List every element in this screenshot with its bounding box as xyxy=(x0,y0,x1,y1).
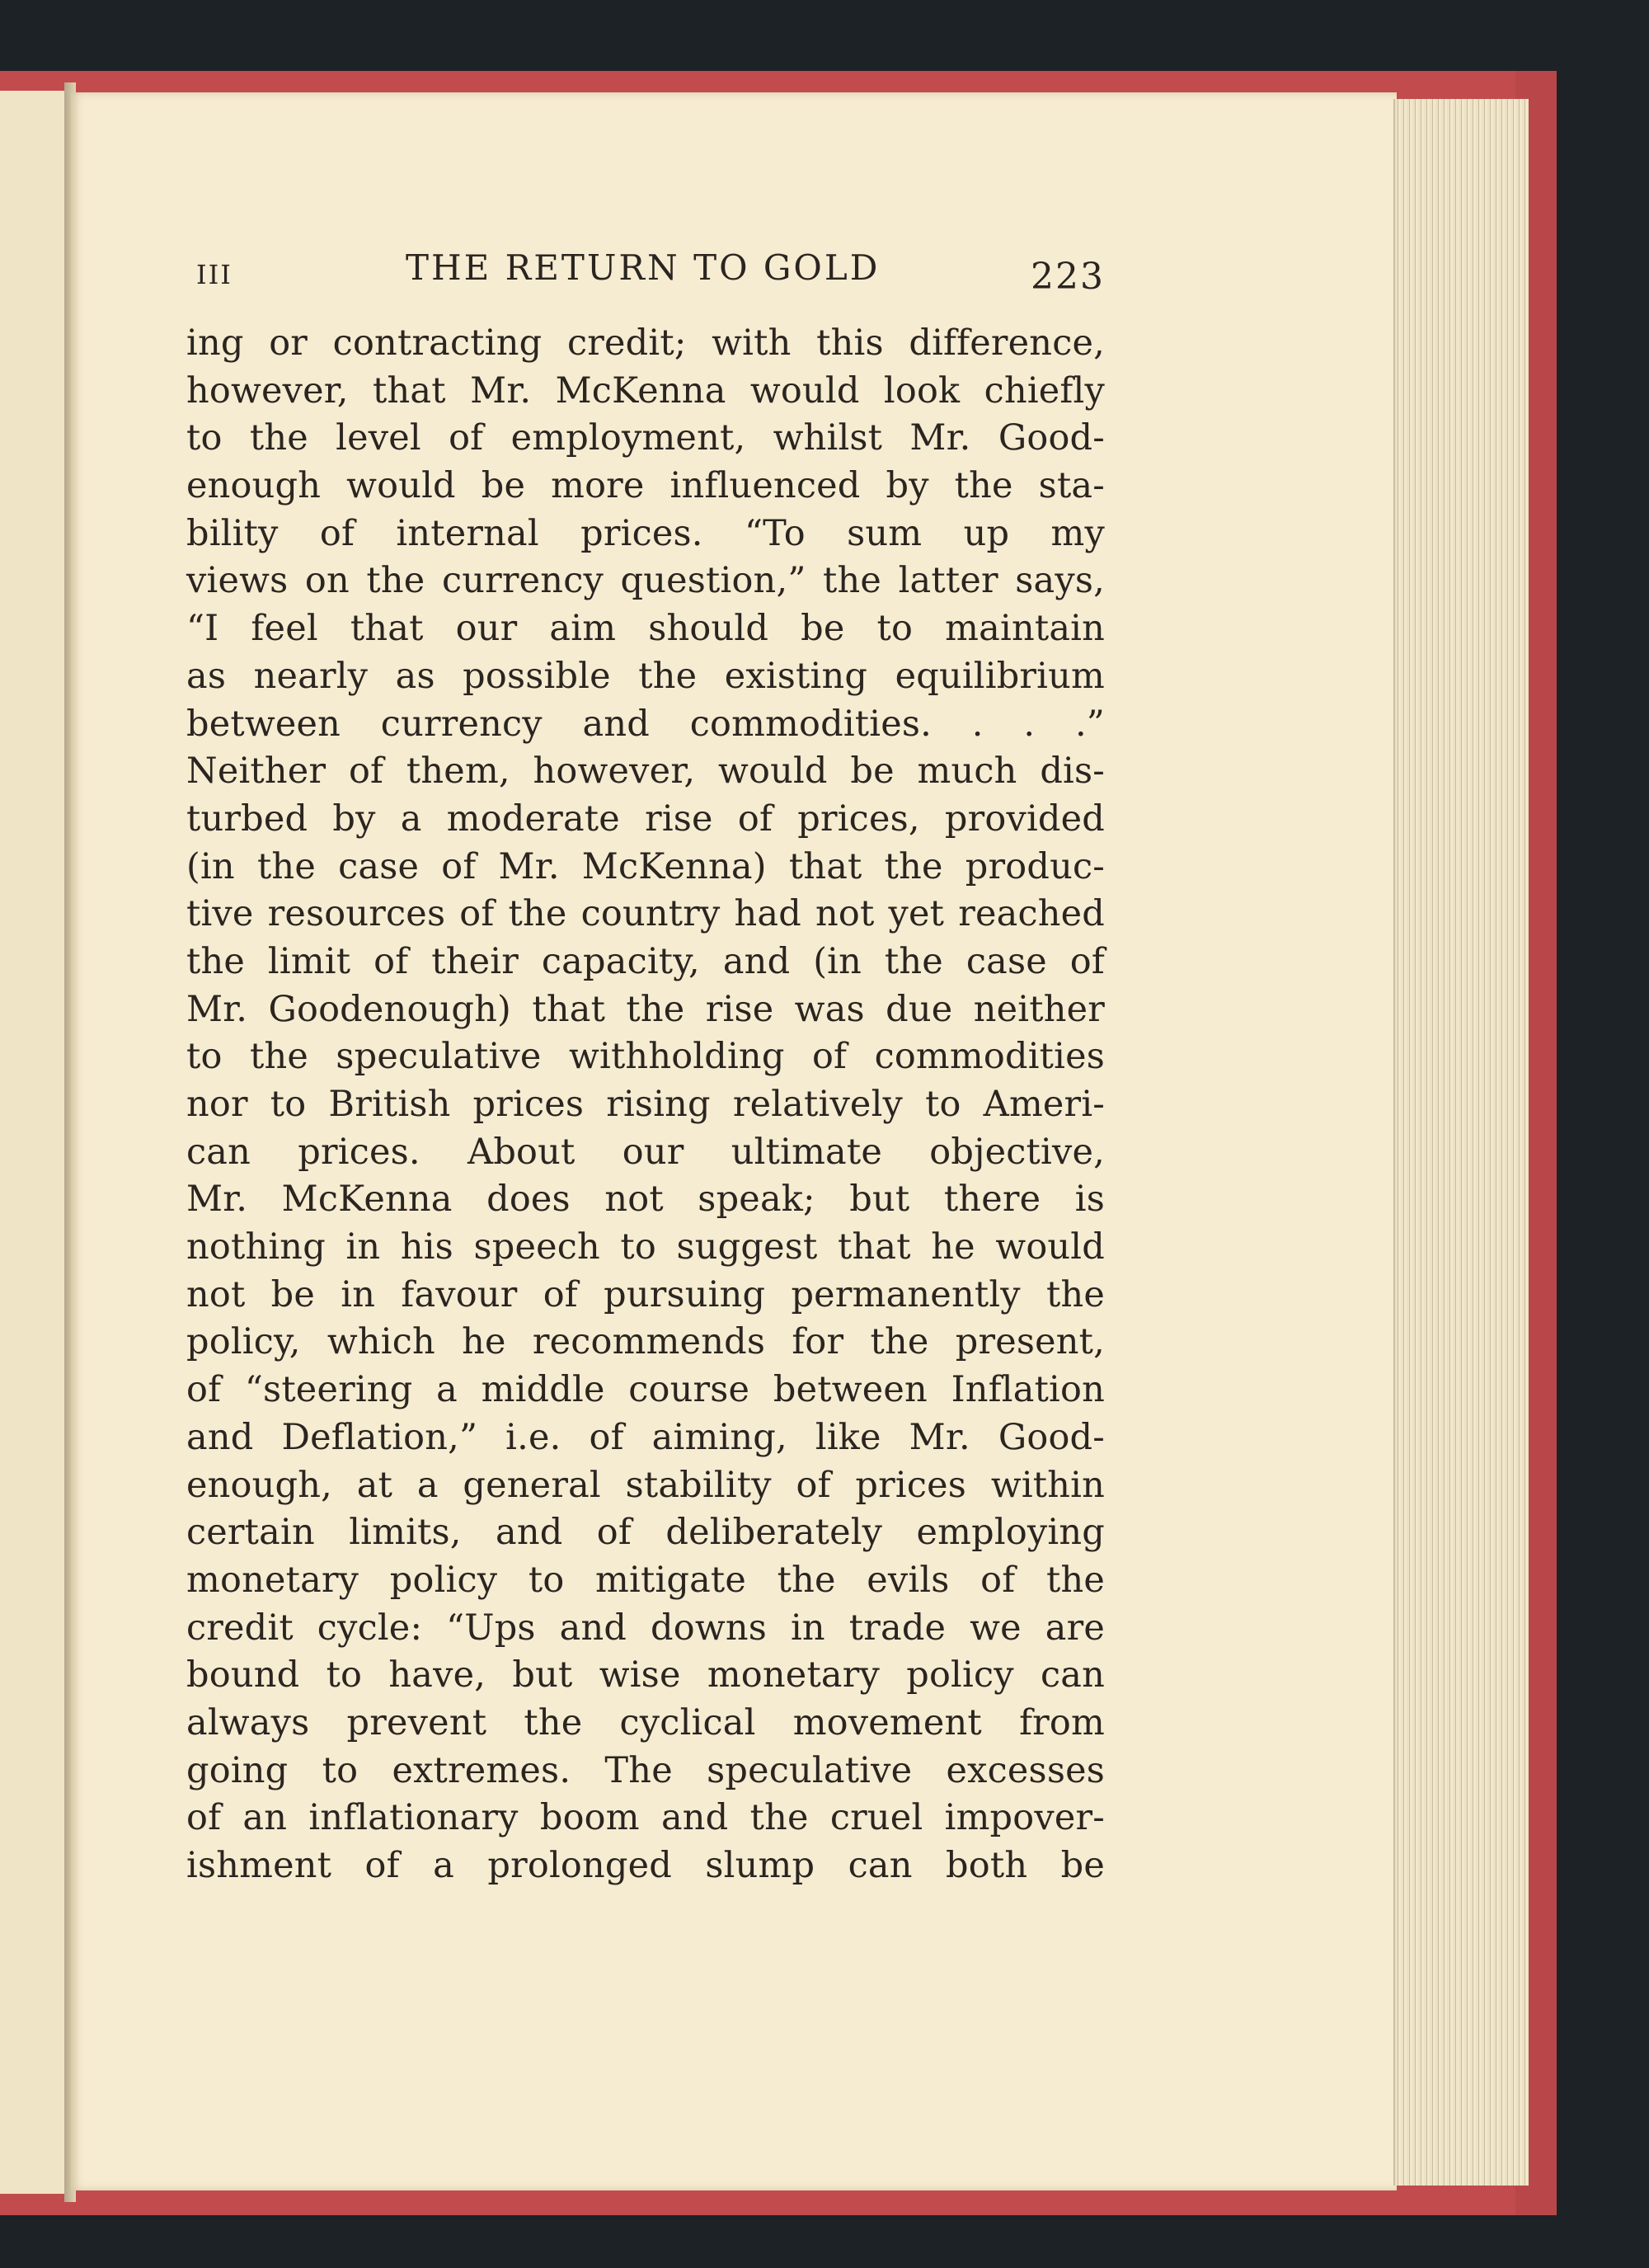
text-line: not be in favour of pursuing permanently the xyxy=(186,1273,1105,1315)
page-number: 223 xyxy=(1031,256,1105,298)
text-line: the limit of their capacity, and (in the case of xyxy=(186,940,1105,982)
text-line: ing or contracting credit; with this difference, xyxy=(186,322,1105,364)
left-page xyxy=(0,91,66,2194)
text-line: nothing in his speech to suggest that he would xyxy=(186,1226,1105,1268)
text-line: can prices. About our ultimate objective, xyxy=(186,1131,1105,1173)
text-line: however, that Mr. McKenna would look chiefly xyxy=(186,369,1105,412)
text-line: going to extremes. The speculative excesses xyxy=(186,1749,1105,1791)
text-line: (in the case of Mr. McKenna) that the produc- xyxy=(186,845,1105,887)
text-line: nor to British prices rising relatively to Ameri- xyxy=(186,1084,1105,1125)
text-line: monetary policy to mitigate the evils of the xyxy=(186,1559,1105,1601)
text-line: tive resources of the country had not yet reached xyxy=(186,893,1105,935)
running-head-title: THE RETURN TO GOLD xyxy=(406,247,881,288)
text-line: bility of internal prices. “To sum up my xyxy=(186,512,1105,554)
text-line: Mr. Goodenough) that the rise was due neither xyxy=(186,988,1105,1030)
text-line: Mr. McKenna does not speak; but there is xyxy=(186,1179,1105,1221)
text-line: of an inflationary boom and the cruel impover- xyxy=(186,1797,1105,1839)
text-line: to the speculative withholding of commodities xyxy=(186,1036,1105,1078)
text-line: to the level of employment, whilst Mr. Good- xyxy=(186,417,1105,459)
text-line: enough would be more influenced by the sta- xyxy=(186,465,1105,507)
text-line: and Deflation,” i.e. of aiming, like Mr. Good- xyxy=(186,1416,1105,1458)
text-line: views on the currency question,” the latter says, xyxy=(186,560,1105,602)
text-line: Neither of them, however, would be much dis- xyxy=(186,751,1105,793)
body-text xyxy=(186,320,1105,1890)
text-line: certain limits, and of deliberately employing xyxy=(186,1512,1105,1554)
text-line: turbed by a moderate rise of prices, provided xyxy=(186,798,1105,840)
page-edges xyxy=(1393,99,1529,2186)
text-line: of “steering a middle course between Inflation xyxy=(186,1369,1105,1411)
chapter-number: III xyxy=(196,259,233,290)
text-line: as nearly as possible the existing equilibrium xyxy=(186,655,1105,697)
text-line: credit cycle: “Ups and downs in trade we are xyxy=(186,1607,1105,1649)
text-line: “I feel that our aim should be to maintain xyxy=(186,608,1105,650)
text-line: bound to have, but wise monetary policy can xyxy=(186,1654,1105,1696)
running-head xyxy=(191,247,1105,305)
text-line: policy, which he recommends for the present, xyxy=(186,1321,1105,1363)
text-line: always prevent the cyclical movement from xyxy=(186,1701,1105,1743)
text-line: ishment of a prolonged slump can both be xyxy=(186,1845,1105,1886)
text-line: between currency and commodities. . . .” xyxy=(186,703,1105,745)
text-line: enough, at a general stability of prices within xyxy=(186,1464,1105,1506)
